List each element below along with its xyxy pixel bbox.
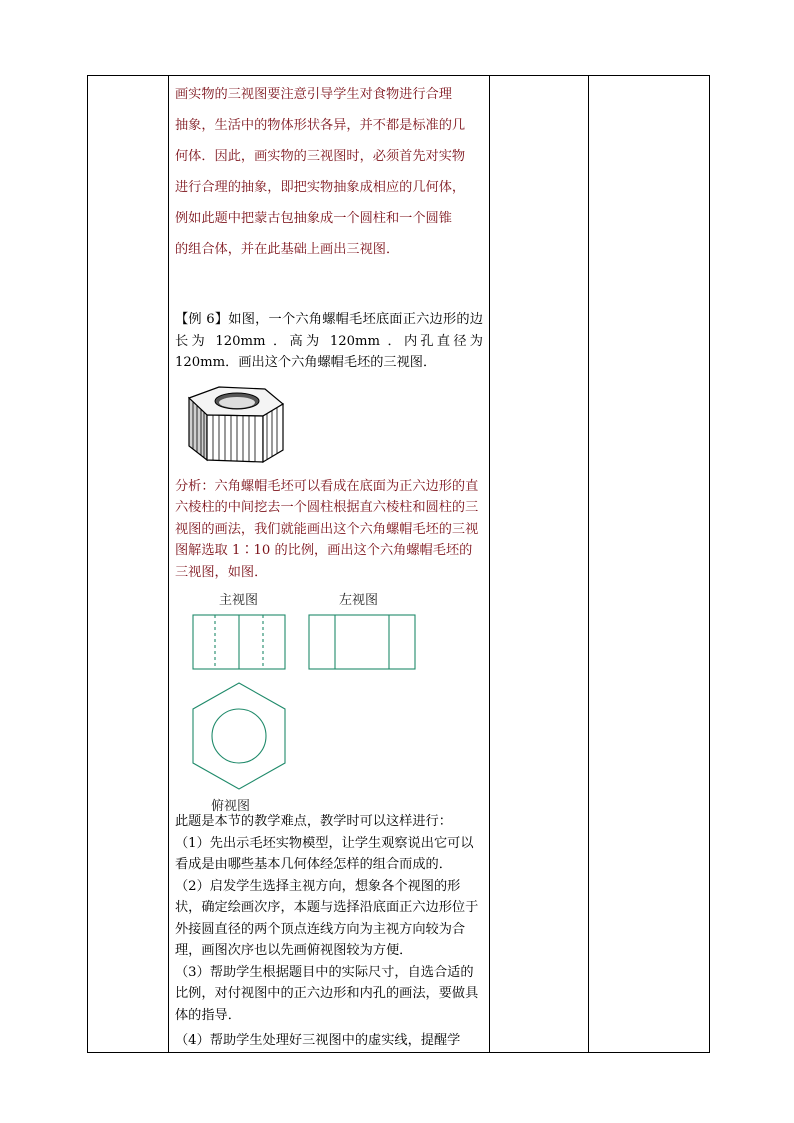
intro-line: 何体．因此，画实物的三视图时，必须首先对实物: [175, 149, 466, 164]
step-2: （2）启发学生选择主视方向，想象各个视图的形状，确定绘画次序，本题与选择沿底面正六边形位于外接圆直径的两个顶点连线方向为主视方向较为合理，画图次序也以先画俯视图较为方便．: [175, 878, 479, 958]
left-blank-cell: [88, 76, 169, 1053]
notes-cell: [490, 76, 589, 1053]
intro-paragraph: [175, 76, 483, 265]
remarks-cell: [589, 76, 710, 1053]
top-view-hexagon: [193, 683, 285, 789]
top-view-label: 俯视图: [211, 799, 251, 814]
intro-line: 进行合理的抽象，即把实物抽象成相应的几何体，: [175, 180, 466, 195]
lesson-plan-table: [87, 75, 710, 1053]
step-4: （4）帮助学生处理好三视图中的虚实线，提醒学: [175, 1033, 461, 1048]
top-view-hole: [212, 709, 266, 763]
intro-line: 画实物的三视图要注意引导学生对食物进行合理: [175, 87, 452, 102]
intro-line: 例如此题中把蒙古包抽象成一个圆柱和一个圆锥: [175, 211, 452, 226]
intro-line: 抽象，生活中的物体形状各异，并不都是标准的几: [175, 118, 466, 133]
front-view-label: 主视图: [219, 593, 259, 608]
intro-line: 的组合体，并在此基础上画出三视图．: [175, 242, 400, 257]
three-views-figure: [175, 589, 483, 814]
example-label: 【例 6】: [175, 312, 229, 327]
analysis-paragraph: 分析：六角螺帽毛坯可以看成在底面为正六边形的直六棱柱的中间挖去一个圆柱根据直六棱柱和圆柱的三视图的画法，我们就能画出这个六角螺帽毛坯的三视图解选取 1∶10 的比例，画出这个六角螺帽毛坯的三视图，如图．: [175, 478, 479, 580]
example-text: 如图，一个六角螺帽毛坯底面正六边形的边长为 120mm ．高为 120mm ．内孔直径为 120mm．画出这个六角螺帽毛坯的三视图．: [175, 312, 483, 370]
example-6-problem: [175, 309, 483, 374]
step-3: （3）帮助学生根据题目中的实际尺寸，自选合适的比例，对付视图中的正六边形和内孔的画法，要做具体的指导．: [175, 964, 479, 1023]
hex-nut-figure: [179, 384, 289, 466]
content-cell: [169, 76, 490, 1053]
left-view-label: 左视图: [339, 593, 379, 608]
step-1: （1）先出示毛坯实物模型，让学生观察说出它可以看成是由哪些基本几何体经怎样的组合而成的．: [175, 835, 474, 872]
three-views-drawing: [185, 611, 445, 817]
table-row: [88, 76, 710, 1053]
left-view-outline: [309, 615, 415, 669]
step-intro: 此题是本节的教学难点，教学时可以这样进行：: [175, 814, 452, 829]
teaching-steps: [175, 811, 483, 1052]
